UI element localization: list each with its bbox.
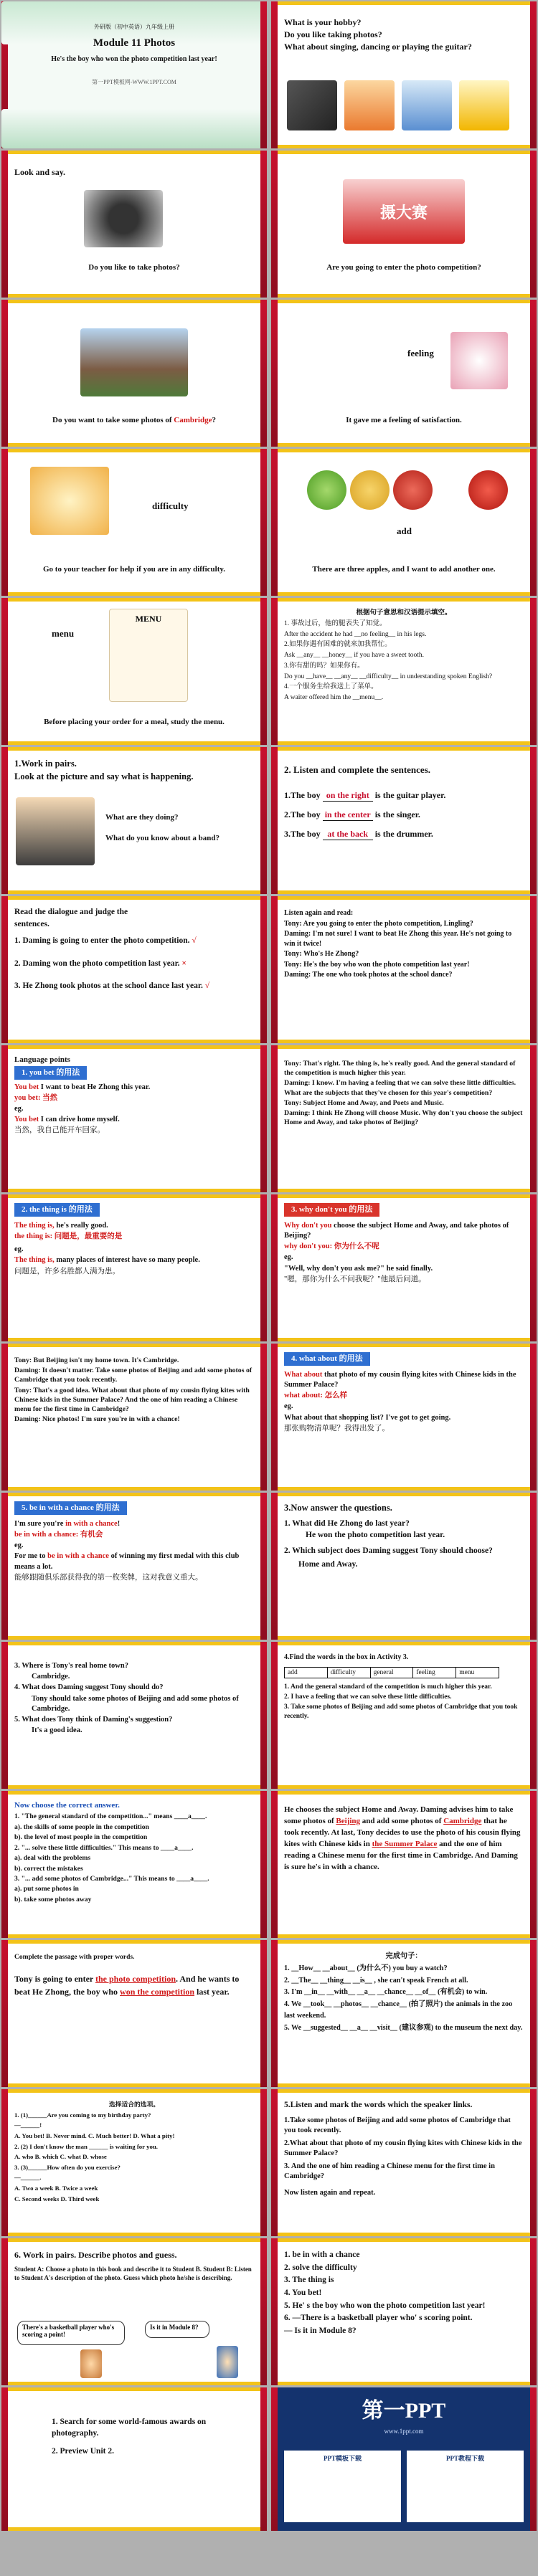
- word: add: [285, 1668, 328, 1678]
- example-part: of winning my first medal with this club means a lot.: [14, 1552, 240, 1571]
- brand-logo: 第一PPT: [362, 2399, 446, 2423]
- slide-32-review: [271, 2238, 537, 2385]
- review-item: 6. —There is a basketball player who' s scoring point.: [284, 2314, 473, 2323]
- slide-31-describe-guess: [1, 2238, 267, 2385]
- link-columns: [284, 2451, 524, 2522]
- dialogue-line: Daming: I think He Zhong will choose Music. Why don't you choose the subject Home and Away, and take photos of Beijing?: [284, 1109, 523, 1127]
- slide-3-look-and-say: [1, 151, 267, 298]
- options-3a: A. Two a week B. Twice a week: [14, 2185, 98, 2192]
- vocab-word: difficulty: [152, 500, 189, 511]
- review-item: — Is it in Module 8?: [284, 2327, 357, 2336]
- example-translation: 能够跟随俱乐部获得我的第一枚奖牌，这对我意义重大。: [14, 1573, 203, 1582]
- slide-16-dialogue: [271, 1045, 537, 1192]
- activity-heading: Read the dialogue and judge the: [14, 908, 128, 916]
- options-2: A. who B. which C. what D. whose: [14, 2153, 107, 2161]
- question-1: 1. (1)______Are you coming to my birthday party?: [14, 2111, 151, 2119]
- example-sentence: There are three apples, and I want to add another one.: [312, 565, 496, 574]
- mark-2: ×: [181, 959, 187, 968]
- difficulty-cartoon: [30, 467, 109, 535]
- line-3-start: 3.The boy: [284, 828, 321, 839]
- example-part: For me to: [14, 1552, 48, 1561]
- section-heading: Language points: [14, 1055, 70, 1064]
- question-text: Do you want to take some photos of: [52, 416, 174, 424]
- review-item: 5. He' s the boy who won the photo competition last year!: [284, 2301, 486, 2310]
- statement-1: 1. Daming is going to enter the photo competition.: [14, 936, 190, 946]
- activity-heading: 5.Listen and mark the words which the speaker links.: [284, 2101, 473, 2109]
- slide-23-answer-questions-2: [1, 1642, 267, 1789]
- slide-34-brand: [271, 2387, 537, 2531]
- dialogue-line: Tony: But Beijing isn't my home town. It's Cambridge.: [14, 1356, 179, 1364]
- review-item: 4. You bet!: [284, 2289, 322, 2298]
- option-b: b). take some photos away: [14, 1895, 92, 1904]
- module-title: Module 11 Photos: [93, 37, 176, 49]
- sentence-4: 4. We __took__ __photos__ __chance__ (拍了照片) the animals in the zoo last weekend.: [284, 2000, 513, 2020]
- sentence-3: 3. Take some photos of Beijing and add some photos of Cambridge that you took recently.: [284, 1703, 518, 1720]
- passage-text: Tony is going to enter: [14, 1974, 96, 1985]
- point-header: 1. you bet 的用法: [14, 1066, 87, 1080]
- sentence-1: 1.Take some photos of Beijing and add some photos of Cambridge that you took recently.: [284, 2116, 511, 2134]
- example-sentence: It gave me a feeling of satisfaction.: [346, 416, 462, 424]
- eg-label: eg.: [284, 1402, 293, 1411]
- phrase: What about: [284, 1370, 323, 1379]
- question-5: 5. What does Tony think of Daming's suggestion?: [14, 1715, 173, 1724]
- dialogue-line: Tony: That's a good idea. What about that photo of my cousin flying kites with Chinese kids in the Summer Palace? And the one of him reading a Chinese menu for the first time in Cambridge?: [14, 1386, 250, 1414]
- word-box: [284, 1667, 499, 1679]
- sentence-3: 3. And the one of him reading a Chinese menu for the first time in Cambridge?: [284, 2162, 495, 2181]
- blank-answer: Cambridge: [443, 1816, 482, 1825]
- question-2: 2. (2) I don't know the man ______ is waiting for you.: [14, 2142, 158, 2150]
- menu-card: MENU: [109, 609, 188, 702]
- answer-5: It's a good idea.: [32, 1726, 82, 1735]
- example-sentence: What about that shopping list? I've got to get going.: [284, 1413, 451, 1422]
- passage-text: . And he wants to beat He Zhong, the boy who: [14, 1974, 240, 1997]
- activity-description: Student A: Choose a photo in this book and describe it to Student B. Student B: Listen to Student A's description of the photo. Guess which photo he/she is describing.: [14, 2266, 252, 2282]
- options-1: A. You bet! B. Never mind. C. Much better! D. What a pity!: [14, 2131, 175, 2139]
- slide-4-competition: [271, 151, 537, 298]
- passage-text: last year.: [194, 1987, 230, 1997]
- answer-2: in the center: [323, 809, 373, 821]
- singing-photo: [344, 80, 395, 130]
- phrase: The thing is,: [14, 1256, 55, 1265]
- item-1-en: After the accident he had __no feeling__ in his legs.: [284, 630, 427, 638]
- brand-url[interactable]: www.1ppt.com: [384, 2427, 424, 2435]
- eg-label: eg.: [14, 1541, 24, 1550]
- sentence-3: 3. I'm __in__ __with__ __a__ __chance__ __of__ (有机会) to win.: [284, 1988, 488, 1997]
- question-2: 2. Which subject does Daming suggest Tony should choose?: [284, 1546, 493, 1555]
- slide-14-dialogue: [271, 896, 537, 1043]
- phrase: be in with a chance: [47, 1552, 109, 1561]
- student-a-avatar: [80, 2349, 102, 2378]
- eg-label: eg.: [14, 1105, 24, 1113]
- activity-heading: Now choose the correct answer.: [14, 1801, 120, 1810]
- phrase: You bet: [14, 1116, 39, 1124]
- sentence-2: 2.What about that photo of my cousin flying kites with Chinese kids in the Summer Palace?: [284, 2139, 522, 2158]
- module-subtitle: He's the boy who won the photo competition last year!: [51, 55, 217, 64]
- dialogue-line: Tony: That's right. The thing is, he's really good. And the general standard of the competition is much higher this year.: [284, 1060, 516, 1078]
- summary-text: and add some photos of: [360, 1816, 444, 1825]
- sentence-2: 2. I have a feeling that we can solve these little difficulties.: [284, 1693, 452, 1701]
- option-b: b). the level of most people in the competition: [14, 1833, 148, 1842]
- example-translation: 问题是，许多名胜都人满为患。: [14, 1267, 120, 1275]
- homework-1: 1. Search for some world-famous awards on photography.: [52, 2418, 207, 2438]
- slide-33-homework: [1, 2387, 267, 2531]
- icecream-photo: [450, 332, 508, 389]
- phrase-def-label: you bet:: [14, 1093, 41, 1102]
- mark-1: √: [192, 936, 197, 946]
- question-2: What do you know about a band?: [105, 833, 220, 842]
- question-1: 1. "The general standard of the competition..." means ____a____.: [14, 1812, 207, 1821]
- answer-3: Cambridge.: [32, 1673, 70, 1681]
- review-item: 2. solve the difficulty: [284, 2263, 357, 2272]
- example-translation: 那张购物清单呢？我得出发了。: [284, 1424, 390, 1432]
- punctuation: !: [117, 1519, 121, 1528]
- activity-heading: 2. Listen and complete the sentences.: [284, 764, 431, 775]
- apple-extra: [468, 470, 508, 510]
- competition-banner: 摄大赛: [343, 179, 465, 244]
- phrase-meaning: 问题是，最重要的是: [52, 1232, 123, 1241]
- dialogue-line: Tony: Subject Home and Away, and Poets and Music.: [284, 1098, 444, 1107]
- ppt-tutorials-column[interactable]: PPT教程下载: [407, 2451, 524, 2522]
- question-3: 3. Where is Tony's real home town?: [14, 1662, 128, 1670]
- dialogue-line: Tony: He's the boy who won the photo competition last year!: [284, 960, 470, 969]
- slide-15-language-points: [1, 1045, 267, 1192]
- exercise-title: 根据句子意思和汉语提示填空。: [356, 609, 452, 617]
- apple-yellow: [350, 470, 390, 510]
- band-photo: [16, 797, 95, 865]
- example-sentence: many places of interest have so many people.: [54, 1256, 200, 1265]
- option-a: a). the skills of some people in the competition: [14, 1822, 149, 1831]
- point-header: 5. be in with a chance 的用法: [14, 1501, 127, 1515]
- slide-26-summary: [271, 1791, 537, 1938]
- dialogue-line: Daming: The one who took photos at the school dance?: [284, 971, 453, 979]
- slide-24-find-words: [271, 1642, 537, 1789]
- slide-11-work-in-pairs: [1, 747, 267, 894]
- blank-answer: the photo competition: [95, 1974, 176, 1985]
- phrase: The thing is,: [14, 1221, 55, 1230]
- dialogue-line: Tony: Are you going to enter the photo competition, Lingling?: [284, 919, 473, 928]
- summary-text: He chooses the subject Home and Away. Daming advises him to take some photos of: [284, 1805, 514, 1825]
- exercise-title: 完成句子：: [385, 1952, 423, 1960]
- question-mark: ?: [212, 416, 216, 424]
- keyword-cambridge: Cambridge: [174, 416, 212, 424]
- student-b-avatar: [217, 2346, 238, 2378]
- dialogue-line: Daming: It doesn't matter. Take some photos of Beijing and add some photos of Cambridge that you took recently.: [14, 1367, 253, 1384]
- activity-heading: Complete the passage with proper words.: [14, 1954, 135, 1961]
- slide-19-dialogue: [1, 1344, 267, 1491]
- slide-1-cover: [1, 1, 267, 148]
- question-4: 4. What does Daming suggest Tony should do?: [14, 1683, 164, 1692]
- exercise-title: 选择适合的选项。: [108, 2101, 160, 2108]
- activity-heading: 4.Find the words in the box in Activity 3.: [284, 1653, 409, 1661]
- item-3-cn: 3.你有甜的吗？如果你有。: [284, 662, 364, 670]
- sentence-1: 1. __How__ __about__ (为什么不) you buy a watch?: [284, 1964, 448, 1972]
- sentence-2: 2. __The__ __thing__ __is__ , she can't speak French at all.: [284, 1976, 468, 1985]
- activity-heading: 3.Now answer the questions.: [284, 1503, 392, 1513]
- line-3-end: is the drummer.: [374, 828, 433, 839]
- vocab-word: menu: [52, 628, 75, 639]
- activity-heading: 1.Work in pairs.: [14, 759, 77, 769]
- example-translation: 当然，我自己能开车回家。: [14, 1126, 105, 1135]
- question: Do you like to take photos?: [88, 263, 180, 272]
- activity-heading: 6. Work in pairs. Describe photos and guess.: [14, 2250, 177, 2260]
- question-1: 1. What did He Zhong do last year?: [284, 1518, 410, 1528]
- dialogue-line: Daming: I'm not sure! I want to beat He Zhong this year. He's not going to win it twice!: [284, 930, 512, 948]
- slide-6-feeling: [271, 300, 537, 447]
- blank-answer: Beijing: [336, 1816, 361, 1825]
- slide-25-choose-answer: [1, 1791, 267, 1938]
- phrase: in with a chance: [65, 1519, 118, 1528]
- line-1-start: 1.The boy: [284, 789, 321, 800]
- options-3b: C. Second weeks D. Third week: [14, 2195, 100, 2202]
- question-1: What are they doing?: [105, 813, 179, 822]
- activity-heading: Listen again and read:: [284, 909, 354, 917]
- speech-bubble-a: There's a basketball player who's scoring a point!: [17, 2321, 125, 2345]
- line-2-start: 2.The boy: [284, 809, 321, 819]
- phrase: You bet: [14, 1083, 39, 1091]
- line-1-end: is the guitar player.: [374, 789, 446, 800]
- item-2-cn: 2.如果你遇有困难的就来加我帮忙。: [284, 641, 392, 649]
- homework-2: 2. Preview Unit 2.: [52, 2447, 114, 2456]
- slide-22-answer-questions: [271, 1493, 537, 1640]
- example-sentence: I can drive home myself.: [39, 1116, 120, 1124]
- phrase-def-label: the thing is:: [14, 1232, 53, 1241]
- slide-5-cambridge: [1, 300, 267, 447]
- question-1-reply: —______!: [14, 2121, 42, 2129]
- point-header: 3. why don't you 的用法: [284, 1203, 379, 1217]
- question-hobby: What is your hobby?: [284, 17, 362, 27]
- answer-1: on the right: [323, 789, 373, 802]
- ppt-templates-column[interactable]: PPT模板下载: [284, 2451, 401, 2522]
- dialogue-line: Daming: Nice photos! I'm sure you're in with a chance!: [14, 1415, 180, 1424]
- eg-label: eg.: [14, 1245, 24, 1254]
- phrase-meaning: 你为什么不呢: [332, 1242, 379, 1251]
- answer-4: Tony should take some photos of Beijing and add some photos of Cambridge.: [32, 1694, 239, 1713]
- slide-27-complete-passage: [1, 1940, 267, 2087]
- line-2-end: is the singer.: [374, 809, 420, 819]
- slide-13-judge: [1, 896, 267, 1043]
- guitar-photo: [459, 80, 509, 130]
- option-a: a). deal with the problems: [14, 1854, 91, 1863]
- item-4-cn: 4.一个服务生给我送上了菜单。: [284, 683, 378, 691]
- slide-12-listen-complete: [271, 747, 537, 894]
- camera-photo: [84, 190, 163, 247]
- word: feeling: [413, 1668, 456, 1678]
- option-b: b). correct the mistakes: [14, 1864, 83, 1873]
- item-3-en: Do you __have__ __any__ __difficulty__ in understanding spoken English?: [284, 672, 493, 680]
- item-4-en: A waiter offered him the __menu__.: [284, 694, 384, 702]
- phrase-sentence: that photo of my cousin flying kites with Chinese kids in the Summer Palace?: [284, 1370, 516, 1389]
- question-2: 2. "... solve these little difficulties." This means to ____a____.: [14, 1843, 194, 1852]
- phrase-sentence: I want to beat He Zhong this year.: [39, 1083, 151, 1091]
- apple-red: [393, 470, 433, 510]
- review-item: 1. be in with a chance: [284, 2251, 360, 2259]
- example-sentence: Go to your teacher for help if you are in any difficulty.: [42, 565, 225, 574]
- phrase: Why don't you: [284, 1221, 332, 1230]
- summary-text: that he took recently. At last, Tony decides to use the photo of his cousin flying kites with Chinese kids in: [284, 1816, 521, 1848]
- activity-heading-2: sentences.: [14, 919, 49, 928]
- word: menu: [459, 1668, 475, 1676]
- phrase-meaning: 当然: [40, 1093, 58, 1102]
- slide-20-what-about: [271, 1344, 537, 1491]
- option-a: a). put some photos in: [14, 1885, 79, 1893]
- slide-2-hobbies: [271, 1, 537, 148]
- slide-9-menu: [1, 598, 267, 745]
- blank-answer: the Summer Palace: [372, 1839, 438, 1848]
- section-heading: Look and say.: [14, 167, 66, 177]
- statement-2: 2. Daming won the photo competition last year.: [14, 959, 180, 968]
- item-2-en: Ask __any__ __honey__ if you have a sweet tooth.: [284, 652, 424, 660]
- phrase-meaning: 有机会: [78, 1531, 103, 1539]
- answer-1: He won the photo competition last year.: [306, 1531, 445, 1540]
- phrase-sentence: he's really good.: [54, 1221, 108, 1230]
- question-photos: Do you like taking photos?: [284, 29, 382, 40]
- answer-2: Home and Away.: [298, 1560, 358, 1569]
- phrase-def-label: what about:: [284, 1392, 323, 1400]
- review-item: 3. The thing is: [284, 2276, 334, 2285]
- speech-bubble-b: Is it in Module 8?: [145, 2321, 209, 2338]
- example-sentence: Before placing your order for a meal, study the menu.: [44, 718, 225, 726]
- vocab-word: add: [397, 526, 412, 536]
- publisher: 外研版（初中英语）九年级上册: [94, 24, 174, 30]
- sentence-5: 5. We __suggested__ __a__ __visit__ (建议参观) to the museum the next day.: [284, 2023, 523, 2032]
- activity-instruction: Look at the picture and say what is happening.: [14, 771, 194, 781]
- slide-29-multiple-choice: [1, 2089, 267, 2236]
- slide-17-the-thing-is: [1, 1194, 267, 1341]
- eg-label: eg.: [284, 1253, 293, 1262]
- question-3: 3. (3)______How often do you exercise?: [14, 2163, 121, 2171]
- phrase-sentence: I'm sure you're: [14, 1519, 66, 1528]
- phrase-def-label: be in with a chance:: [14, 1531, 79, 1539]
- slide-7-difficulty: [1, 449, 267, 596]
- slide-30-linking: [271, 2089, 537, 2236]
- question-3-reply: —______.: [14, 2174, 42, 2182]
- apple-green: [307, 470, 346, 510]
- answer-3: at the back: [323, 828, 373, 840]
- vocab-word: feeling: [407, 348, 434, 358]
- blank-answer: won the competition: [120, 1987, 195, 1997]
- brand-text: 第一PPT模板网-WWW.1PPT.COM: [92, 78, 176, 85]
- slide-18-why-dont-you: [271, 1194, 537, 1341]
- phrase-meaning: 怎么样: [322, 1392, 348, 1400]
- dancing-photo: [402, 80, 452, 130]
- phrase-sentence: choose the subject Home and Away, and take photos of Beijing?: [284, 1221, 509, 1240]
- cambridge-photo: [80, 328, 188, 396]
- phrase-def-label: why don't you:: [284, 1242, 333, 1251]
- item-1-cn: 1. 事故过后，他的腿表失了知觉。: [284, 619, 387, 627]
- summary-text: and the one of him reading a Chinese menu for the first time in Cambridge. And Daming is sure he's in with a chance.: [284, 1839, 518, 1871]
- instruction-repeat: Now listen again and repeat.: [284, 2188, 376, 2197]
- sentence-1: 1. And the general standard of the competition is much higher this year.: [284, 1683, 492, 1691]
- dialogue-line: Tony: Who's He Zhong?: [284, 950, 359, 958]
- statement-3: 3. He Zhong took photos at the school dance last year.: [14, 982, 203, 991]
- point-header: 4. what about 的用法: [284, 1352, 370, 1366]
- question-3: 3. "... add some photos of Cambridge..." This means to ____a____.: [14, 1874, 209, 1883]
- question: Are you going to enter the photo competition?: [326, 263, 481, 272]
- slide-28-complete-sentences: [271, 1940, 537, 2087]
- slide-10-fill-blanks: [271, 598, 537, 745]
- word: general: [371, 1668, 414, 1678]
- camera-photo: [287, 80, 337, 130]
- point-header: 2. the thing is 的用法: [14, 1203, 100, 1217]
- question-activities: What about singing, dancing or playing the guitar?: [284, 42, 472, 52]
- example-translation: "嗯，那你为什么不问我呢？"他最后问道。: [284, 1275, 426, 1283]
- slide-8-add: [271, 449, 537, 596]
- example-sentence: "Well, why don't you ask me?" he said finally.: [284, 1264, 433, 1273]
- mark-3: √: [204, 982, 210, 991]
- slide-21-in-with-a-chance: [1, 1493, 267, 1640]
- word: difficulty: [328, 1668, 371, 1678]
- dialogue-line: Daming: I know. I'm having a feeling that we can solve these little difficulties. What are the subjects that they've chosen for this year's competition?: [284, 1079, 516, 1097]
